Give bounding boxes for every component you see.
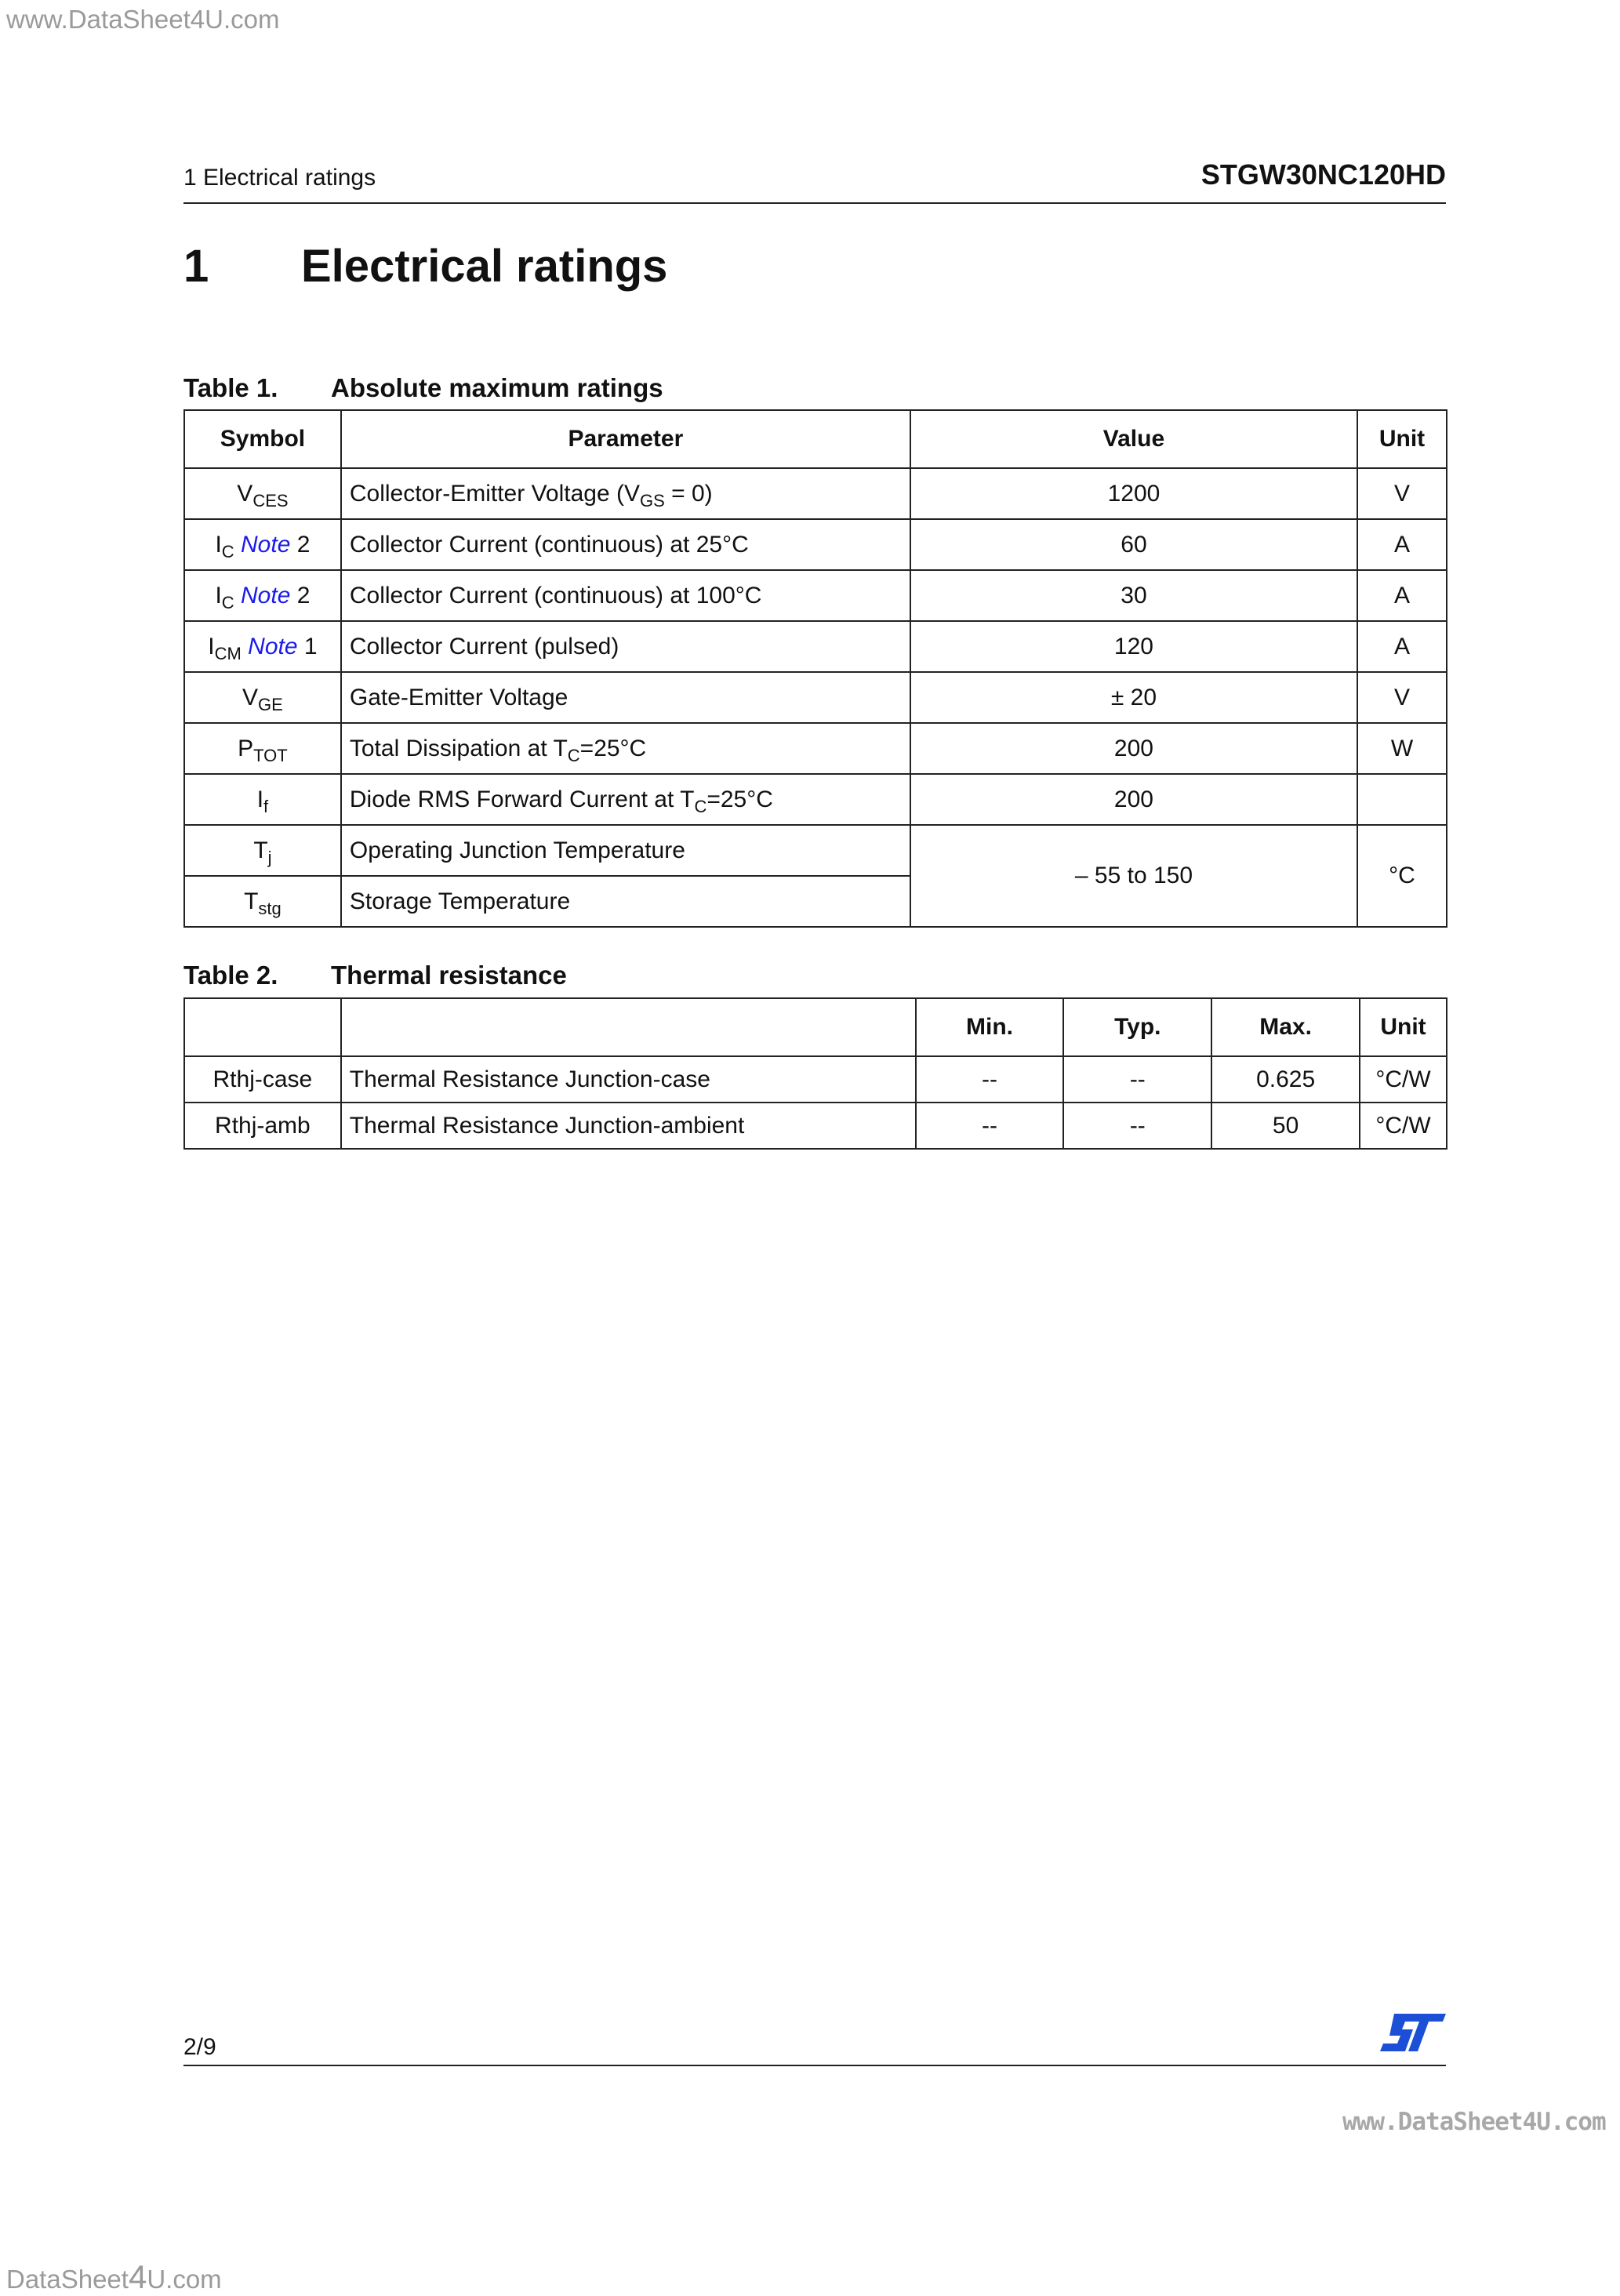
symbol-cell: $I_C$ Note 2 [184,570,341,621]
unit-cell: A [1357,621,1447,672]
absolute-maximum-ratings-table [183,409,1447,928]
table-row [184,621,1447,672]
header-max: Max. [1211,998,1360,1056]
symbol-cell: $I_f$ [184,774,341,825]
typ-cell: -- [1063,1056,1211,1103]
table-row [184,723,1447,774]
table-row [184,774,1447,825]
st-logo-icon [1378,2012,1447,2057]
parameter-cell: Thermal Resistance Junction-ambient [341,1103,916,1149]
symbol-cell: $T_j$ [184,825,341,876]
table2-label: Table 2. [183,961,278,990]
parameter-cell: Storage Temperature [341,876,910,927]
running-header-section: 1 Electrical ratings [183,165,376,191]
note-link[interactable]: Note [241,582,291,609]
unit-cell: °C/W [1360,1056,1447,1103]
section-number: 1 [183,241,209,292]
table2-caption [183,961,567,990]
note-link[interactable]: Note [241,531,291,558]
symbol-cell: Rthj-case [184,1056,341,1103]
value-cell: 60 [910,519,1357,570]
parameter-cell: Collector Current (continuous) at 25°C [341,519,910,570]
unit-cell: W [1357,723,1447,774]
parameter-cell: Collector Current (pulsed) [341,621,910,672]
watermark-right: www.DataSheet4U.com [1342,2108,1606,2136]
table-row [184,1103,1447,1149]
running-header-part-number: STGW30NC120HD [1200,158,1446,191]
header-blank-symbol [184,998,341,1056]
header-parameter: Parameter [341,410,910,468]
table-row [184,570,1447,621]
header-typ: Typ. [1063,998,1211,1056]
table-row [184,1056,1447,1103]
unit-cell: V [1357,672,1447,723]
unit-cell: A [1357,519,1447,570]
note-link[interactable]: Note [248,633,298,659]
table2-title: Thermal resistance [331,961,567,990]
footer-rule [183,2065,1446,2066]
section-title: Electrical ratings [301,241,668,292]
header-unit: Unit [1357,410,1447,468]
parameter-cell: Gate-Emitter Voltage [341,672,910,723]
symbol-cell: $I_C$ Note 2 [184,519,341,570]
table-row [184,519,1447,570]
value-cell: 120 [910,621,1357,672]
symbol-cell: $V_{GE}$ [184,672,341,723]
parameter-cell: Collector-Emitter Voltage $(V_{GS} = 0)$ [341,468,910,519]
table2-header-row [184,998,1447,1056]
watermark-bottom: DataSheet4U.com [6,2258,222,2295]
unit-cell-temperature: °C [1357,825,1447,927]
unit-cell: V [1357,468,1447,519]
symbol-cell: $P_{TOT}$ [184,723,341,774]
header-blank-parameter [341,998,916,1056]
value-cell-temperature-range: – 55 to 150 [910,825,1357,927]
max-cell: 50 [1211,1103,1360,1149]
parameter-cell: Collector Current (continuous) at 100°C [341,570,910,621]
typ-cell: -- [1063,1103,1211,1149]
table1-body [184,468,1447,825]
header-symbol: Symbol [184,410,341,468]
table2-body [184,1056,1447,1149]
header-min: Min. [916,998,1064,1056]
unit-cell [1357,774,1447,825]
symbol-cell: $V_{CES}$ [184,468,341,519]
parameter-cell: Total Dissipation at $T_C=25^\circ C$ [341,723,910,774]
value-cell: 1200 [910,468,1357,519]
thermal-resistance-table [183,997,1447,1150]
value-cell: 200 [910,774,1357,825]
symbol-cell: $T_{stg}$ [184,876,341,927]
min-cell: -- [916,1103,1064,1149]
parameter-cell: Diode RMS Forward Current at $T_C=25^\circ C$ [341,774,910,825]
unit-cell: A [1357,570,1447,621]
symbol-cell: Rthj-amb [184,1103,341,1149]
max-cell: 0.625 [1211,1056,1360,1103]
table1-header-row [184,410,1447,468]
table1-label: Table 1. [183,373,278,402]
header-value: Value [910,410,1357,468]
value-cell: 200 [910,723,1357,774]
header-rule [183,202,1446,204]
table1-title: Absolute maximum ratings [331,373,663,402]
table-row-tj [184,825,1447,876]
table1-caption [183,373,663,403]
unit-cell: °C/W [1360,1103,1447,1149]
table-row [184,468,1447,519]
page-number: 2/9 [183,2034,216,2060]
parameter-cell: Thermal Resistance Junction-case [341,1056,916,1103]
watermark-top: www.DataSheet4U.com [6,5,280,34]
parameter-cell: Operating Junction Temperature [341,825,910,876]
value-cell: ± 20 [910,672,1357,723]
symbol-cell: $I_{CM}$ Note 1 [184,621,341,672]
header-unit: Unit [1360,998,1447,1056]
min-cell: -- [916,1056,1064,1103]
table-row [184,672,1447,723]
value-cell: 30 [910,570,1357,621]
